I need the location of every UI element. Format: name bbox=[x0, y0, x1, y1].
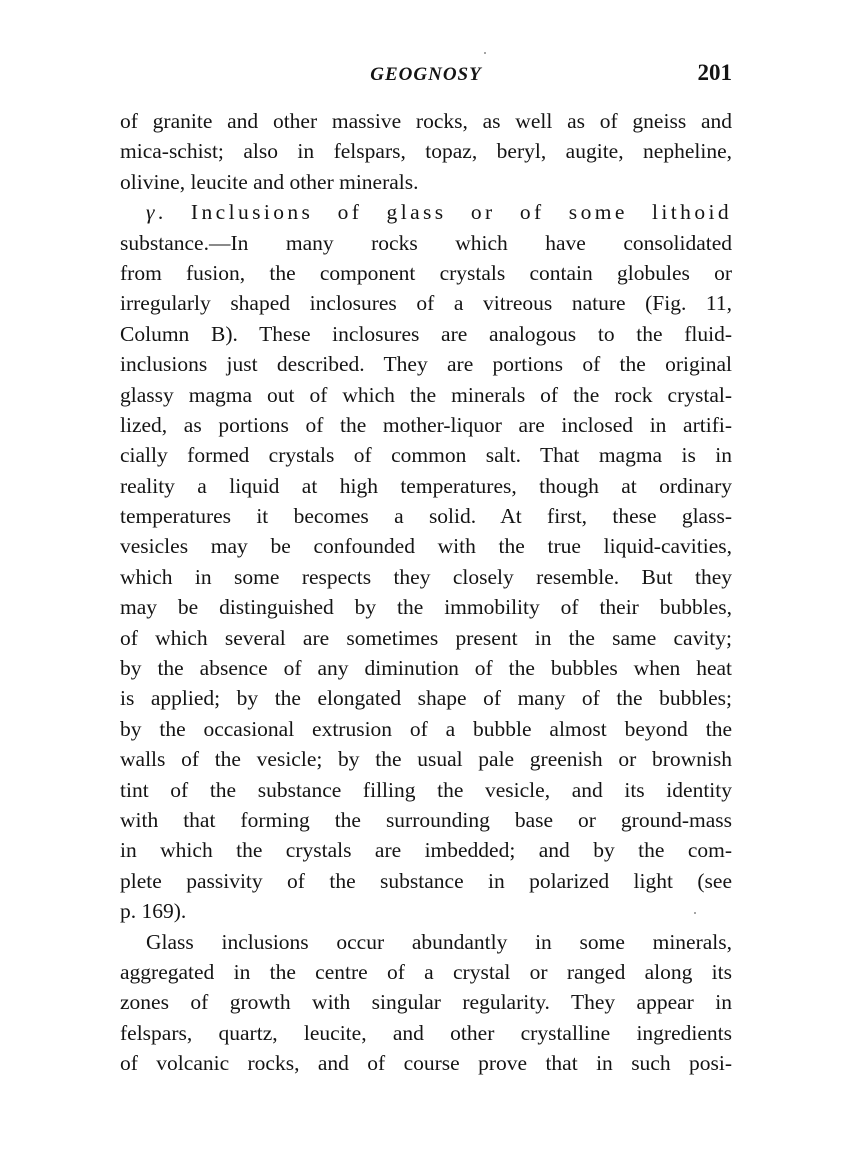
text-line: of which several are sometimes present in the same cavity; bbox=[120, 625, 732, 650]
running-title: GEOGNOSY bbox=[370, 64, 482, 85]
page-number: 201 bbox=[697, 60, 732, 85]
text-line: plete passivity of the substance in polarized light (see bbox=[120, 868, 732, 893]
text-line: which in some respects they closely resemble. But they bbox=[120, 564, 732, 589]
text-line: olivine, leucite and other minerals. bbox=[120, 169, 419, 194]
print-speck bbox=[484, 52, 486, 54]
text-line: zones of growth with singular regularity. They appear in bbox=[120, 990, 732, 1015]
text-line: may be distinguished by the immobility of their bubbles, bbox=[120, 595, 732, 620]
paragraph-start-line: Glass inclusions occur abundantly in some minerals, bbox=[146, 929, 732, 954]
section-heading-line: substance.—In many rocks which have consolidated bbox=[120, 230, 732, 255]
text-line: Column B). These inclosures are analogous to the fluid- bbox=[120, 321, 732, 346]
text-line: of volcanic rocks, and of course prove that in such posi- bbox=[120, 1051, 732, 1076]
text-line: p. 169). bbox=[120, 899, 187, 924]
text-line: glassy magma out of which the minerals of the rock crystal- bbox=[120, 382, 732, 407]
text-line: by the occasional extrusion of a bubble almost beyond the bbox=[120, 716, 732, 741]
text-line: in which the crystals are imbedded; and by the com- bbox=[120, 838, 732, 863]
text-line: felspars, quartz, leucite, and other crystalline ingredients bbox=[120, 1020, 732, 1045]
text-line: irregularly shaped inclosures of a vitreous nature (Fig. 11, bbox=[120, 291, 732, 316]
body-text bbox=[120, 106, 732, 1079]
section-heading-line: γ. Inclusions of glass or of some lithoid bbox=[146, 200, 732, 225]
text-line: cially formed crystals of common salt. That magma is in bbox=[120, 443, 732, 468]
running-head bbox=[120, 60, 732, 90]
text-line: by the absence of any diminution of the bubbles when heat bbox=[120, 656, 732, 681]
text-line: reality a liquid at high temperatures, though at ordinary bbox=[120, 473, 732, 498]
text-line: with that forming the surrounding base or ground-mass bbox=[120, 807, 732, 832]
print-speck bbox=[694, 912, 696, 914]
text-line: walls of the vesicle; by the usual pale greenish or brownish bbox=[120, 747, 732, 772]
text-line: tint of the substance filling the vesicle, and its identity bbox=[120, 777, 732, 802]
text-line: aggregated in the centre of a crystal or ranged along its bbox=[120, 959, 732, 984]
text-line: mica-schist; also in felspars, topaz, beryl, augite, nepheline, bbox=[120, 139, 732, 164]
text-line: from fusion, the component crystals contain globules or bbox=[120, 260, 732, 285]
text-line: of granite and other massive rocks, as well as of gneiss and bbox=[120, 109, 732, 133]
text-line: temperatures it becomes a solid. At first, these glass- bbox=[120, 504, 732, 529]
text-line: is applied; by the elongated shape of many of the bubbles; bbox=[120, 686, 732, 711]
text-line: inclusions just described. They are portions of the original bbox=[120, 352, 732, 377]
text-line: vesicles may be confounded with the true liquid-cavities, bbox=[120, 534, 732, 559]
greek-marker: γ bbox=[146, 200, 158, 225]
text-line: lized, as portions of the mother-liquor are inclosed in artifi- bbox=[120, 412, 732, 437]
